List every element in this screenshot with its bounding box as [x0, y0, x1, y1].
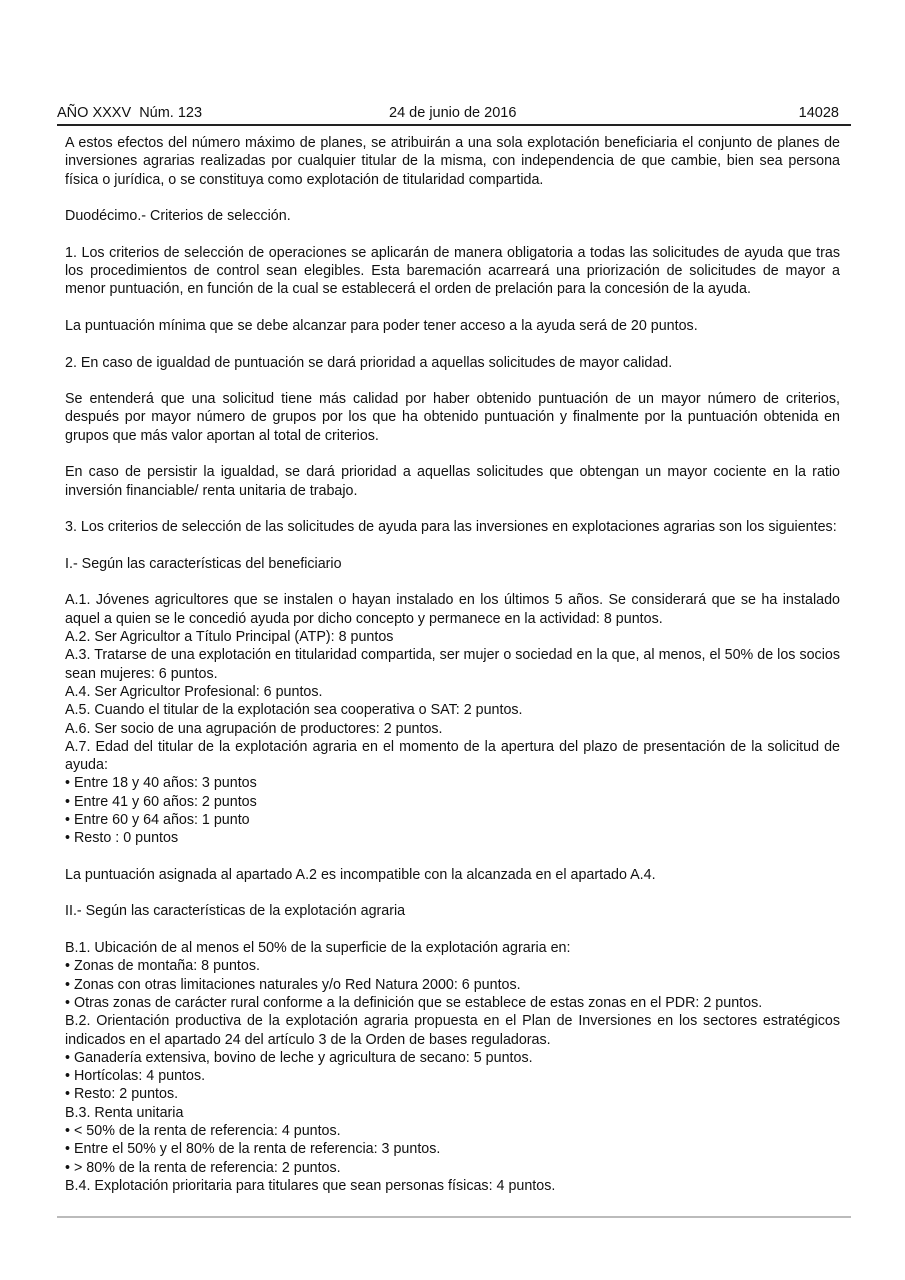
paragraph: A.6. Ser socio de una agrupación de productores: 2 puntos. [65, 720, 443, 737]
paragraph: 2. En caso de igualdad de puntuación se dará prioridad a aquellas solicitudes de mayor calidad. [65, 354, 673, 371]
bullet-item: • Entre 60 y 64 años: 1 punto [65, 811, 250, 828]
bullet-item: • Entre el 50% y el 80% de la renta de referencia: 3 puntos. [65, 1141, 441, 1158]
paragraph-group [65, 317, 840, 335]
footer-rule [57, 1216, 851, 1218]
bullet-item: • Zonas con otras limitaciones naturales y/o Red Natura 2000: 6 puntos. [65, 976, 521, 993]
paragraph: En caso de persistir la igualdad, se dará prioridad a aquellas solicitudes que obtengan un mayor cociente en la ratio inversión financiable/ renta unitaria de trabajo. [65, 464, 840, 499]
paragraph: A.2. Ser Agricultor a Título Principal (ATP): 8 puntos [65, 629, 394, 646]
publication-date: 24 de junio de 2016 [389, 105, 517, 121]
paragraph: A.1. Jóvenes agricultores que se instalen o hayan instalado en los últimos 5 años. Se considerará que se ha instalado aquel a quien se le concedió ayuda por dicho concepto y permanece en la actividad: 8 puntos. [65, 592, 840, 627]
paragraph: A.3. Tratarse de una explotación en titularidad compartida, ser mujer o sociedad en la que, al menos, el 50% de los socios sean mujeres: 6 puntos. [65, 647, 840, 682]
paragraph: A.4. Ser Agricultor Profesional: 6 puntos. [65, 683, 323, 700]
bullet-item: • Zonas de montaña: 8 puntos. [65, 958, 260, 975]
issue-number: AÑO XXXV Núm. 123 [57, 105, 203, 121]
paragraph-group [65, 866, 840, 884]
bullet-item: • > 80% de la renta de referencia: 2 puntos. [65, 1159, 341, 1176]
paragraph: B.4. Explotación prioritaria para titulares que sean personas físicas: 4 puntos. [65, 1177, 556, 1194]
paragraph-group [65, 207, 840, 225]
paragraph: La puntuación asignada al apartado A.2 es incompatible con la alcanzada en el apartado A.4. [65, 866, 656, 883]
paragraph: B.1. Ubicación de al menos el 50% de la superficie de la explotación agraria en: [65, 940, 571, 957]
paragraph: B.3. Renta unitaria [65, 1104, 184, 1121]
bullet-item: • Ganadería extensiva, bovino de leche y agricultura de secano: 5 puntos. [65, 1049, 533, 1066]
paragraph-group [65, 939, 840, 1195]
bullet-item: • Entre 18 y 40 años: 3 puntos [65, 775, 257, 792]
paragraph: Duodécimo.- Criterios de selección. [65, 208, 291, 225]
bullet-item: • Resto: 2 puntos. [65, 1086, 179, 1103]
header-rule [57, 124, 851, 126]
paragraph-group [65, 463, 840, 500]
page-number: 14028 [798, 105, 839, 121]
paragraph: A estos efectos del número máximo de planes, se atribuirán a una sola explotación beneficiaria el conjunto de planes de inversiones agrarias realizadas por cualquier titular de la misma, con independencia de que cambie, bien sea persona física o jurídica, o se constituya como explotación de titularidad compartida. [65, 135, 840, 188]
document-body [65, 134, 840, 1214]
bullet-item: • Entre 41 y 60 años: 2 puntos [65, 793, 257, 810]
paragraph-group [65, 591, 840, 847]
paragraph-group [65, 390, 840, 445]
paragraph: La puntuación mínima que se debe alcanzar para poder tener acceso a la ayuda será de 20 puntos. [65, 317, 698, 334]
paragraph-group [65, 518, 840, 536]
paragraph: A.7. Edad del titular de la explotación agraria en el momento de la apertura del plazo de presentación de la solicitud de ayuda: [65, 738, 840, 774]
bullet-item: • Hortícolas: 4 puntos. [65, 1068, 206, 1085]
paragraph: II.- Según las características de la explotación agraria [65, 903, 406, 920]
bullet-item: • < 50% de la renta de referencia: 4 puntos. [65, 1123, 341, 1140]
bullet-item: • Otras zonas de carácter rural conforme a la definición que se establece de estas zonas en el PDR: 2 puntos. [65, 994, 763, 1011]
paragraph: 3. Los criterios de selección de las solicitudes de ayuda para las inversiones en explotaciones agrarias son los siguientes: [65, 519, 837, 536]
paragraph-group [65, 134, 840, 189]
page-header [57, 105, 839, 125]
paragraph: I.- Según las características del beneficiario [65, 555, 342, 572]
paragraph: 1. Los criterios de selección de operaciones se aplicarán de manera obligatoria a todas las solicitudes de ayuda que tras los procedimientos de control sean elegibles. Esta baremación acarreará una priorización de solicitudes de mayor a menor puntuación, en función de la cual se establecerá el orden de prelación para la concesión de la ayuda. [65, 244, 840, 298]
bullet-item: • Resto : 0 puntos [65, 830, 179, 847]
paragraph: A.5. Cuando el titular de la explotación sea cooperativa o SAT: 2 puntos. [65, 702, 523, 719]
paragraph: B.2. Orientación productiva de la explotación agraria propuesta en el Plan de Inversiones en los sectores estratégicos indicados en el apartado 24 del artículo 3 de la Orden de bases reguladoras. [65, 1013, 840, 1048]
paragraph-group [65, 555, 840, 573]
paragraph-group [65, 902, 840, 920]
paragraph: Se entenderá que una solicitud tiene más calidad por haber obtenido puntuación de un mayor número de criterios, después por mayor número de grupos por los que ha obtenido puntuación y finalmente por la puntuación obtenida en grupos que más valor aportan al total de criterios. [65, 391, 840, 444]
paragraph-group [65, 244, 840, 299]
paragraph-group [65, 354, 840, 372]
